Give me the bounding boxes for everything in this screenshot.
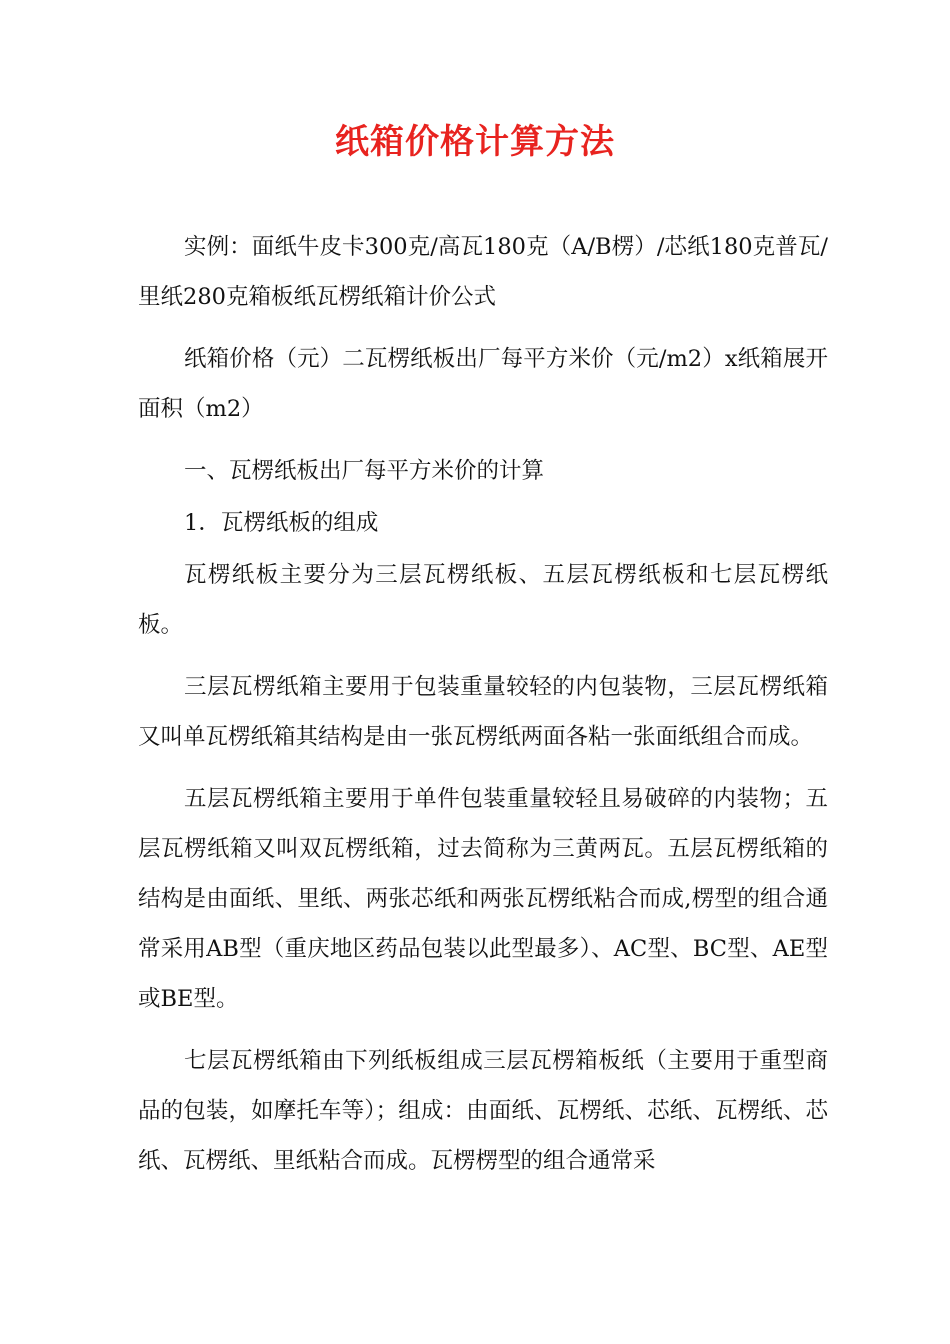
document-title: 纸箱价格计算方法	[335, 122, 615, 162]
paragraph-board-types: 瓦楞纸板主要分为三层瓦楞纸板、五层瓦楞纸板和七层瓦楞纸板。	[138, 562, 828, 638]
subsection-heading-1-1: 1．瓦楞纸板的组成	[184, 510, 379, 536]
paragraph-example: 实例：面纸牛皮卡300克/高瓦180克（A/B楞）/芯纸180克普瓦/里纸280克箱板纸瓦楞纸箱计价公式	[138, 234, 828, 310]
paragraph-seven-layer: 七层瓦楞纸箱由下列纸板组成三层瓦楞箱板纸（主要用于重型商品的包装，如摩托车等）；组成：由面纸、瓦楞纸、芯纸、瓦楞纸、芯纸、瓦楞纸、里纸粘合而成。瓦楞楞型的组合通常采	[138, 1048, 828, 1174]
paragraph-price-formula: 纸箱价格（元）二瓦楞纸板出厂每平方米价（元/m2）x纸箱展开面积（m2）	[138, 346, 828, 422]
section-heading-1: 一、瓦楞纸板出厂每平方米价的计算	[184, 458, 545, 484]
document-body	[138, 222, 828, 1198]
paragraph-five-layer: 五层瓦楞纸箱主要用于单件包装重量较轻且易破碎的内装物；五层瓦楞纸箱又叫双瓦楞纸箱，过去简称为三黄两瓦。五层瓦楞纸箱的结构是由面纸、里纸、两张芯纸和两张瓦楞纸粘合而成,楞型的组合通常采用AB型（重庆地区药品包装以此型最多）、AC型、BC型、AE型或BE型。	[138, 786, 828, 1012]
paragraph-three-layer: 三层瓦楞纸箱主要用于包装重量较轻的内包装物，三层瓦楞纸箱又叫单瓦楞纸箱其结构是由一张瓦楞纸两面各粘一张面纸组合而成。	[138, 674, 828, 750]
